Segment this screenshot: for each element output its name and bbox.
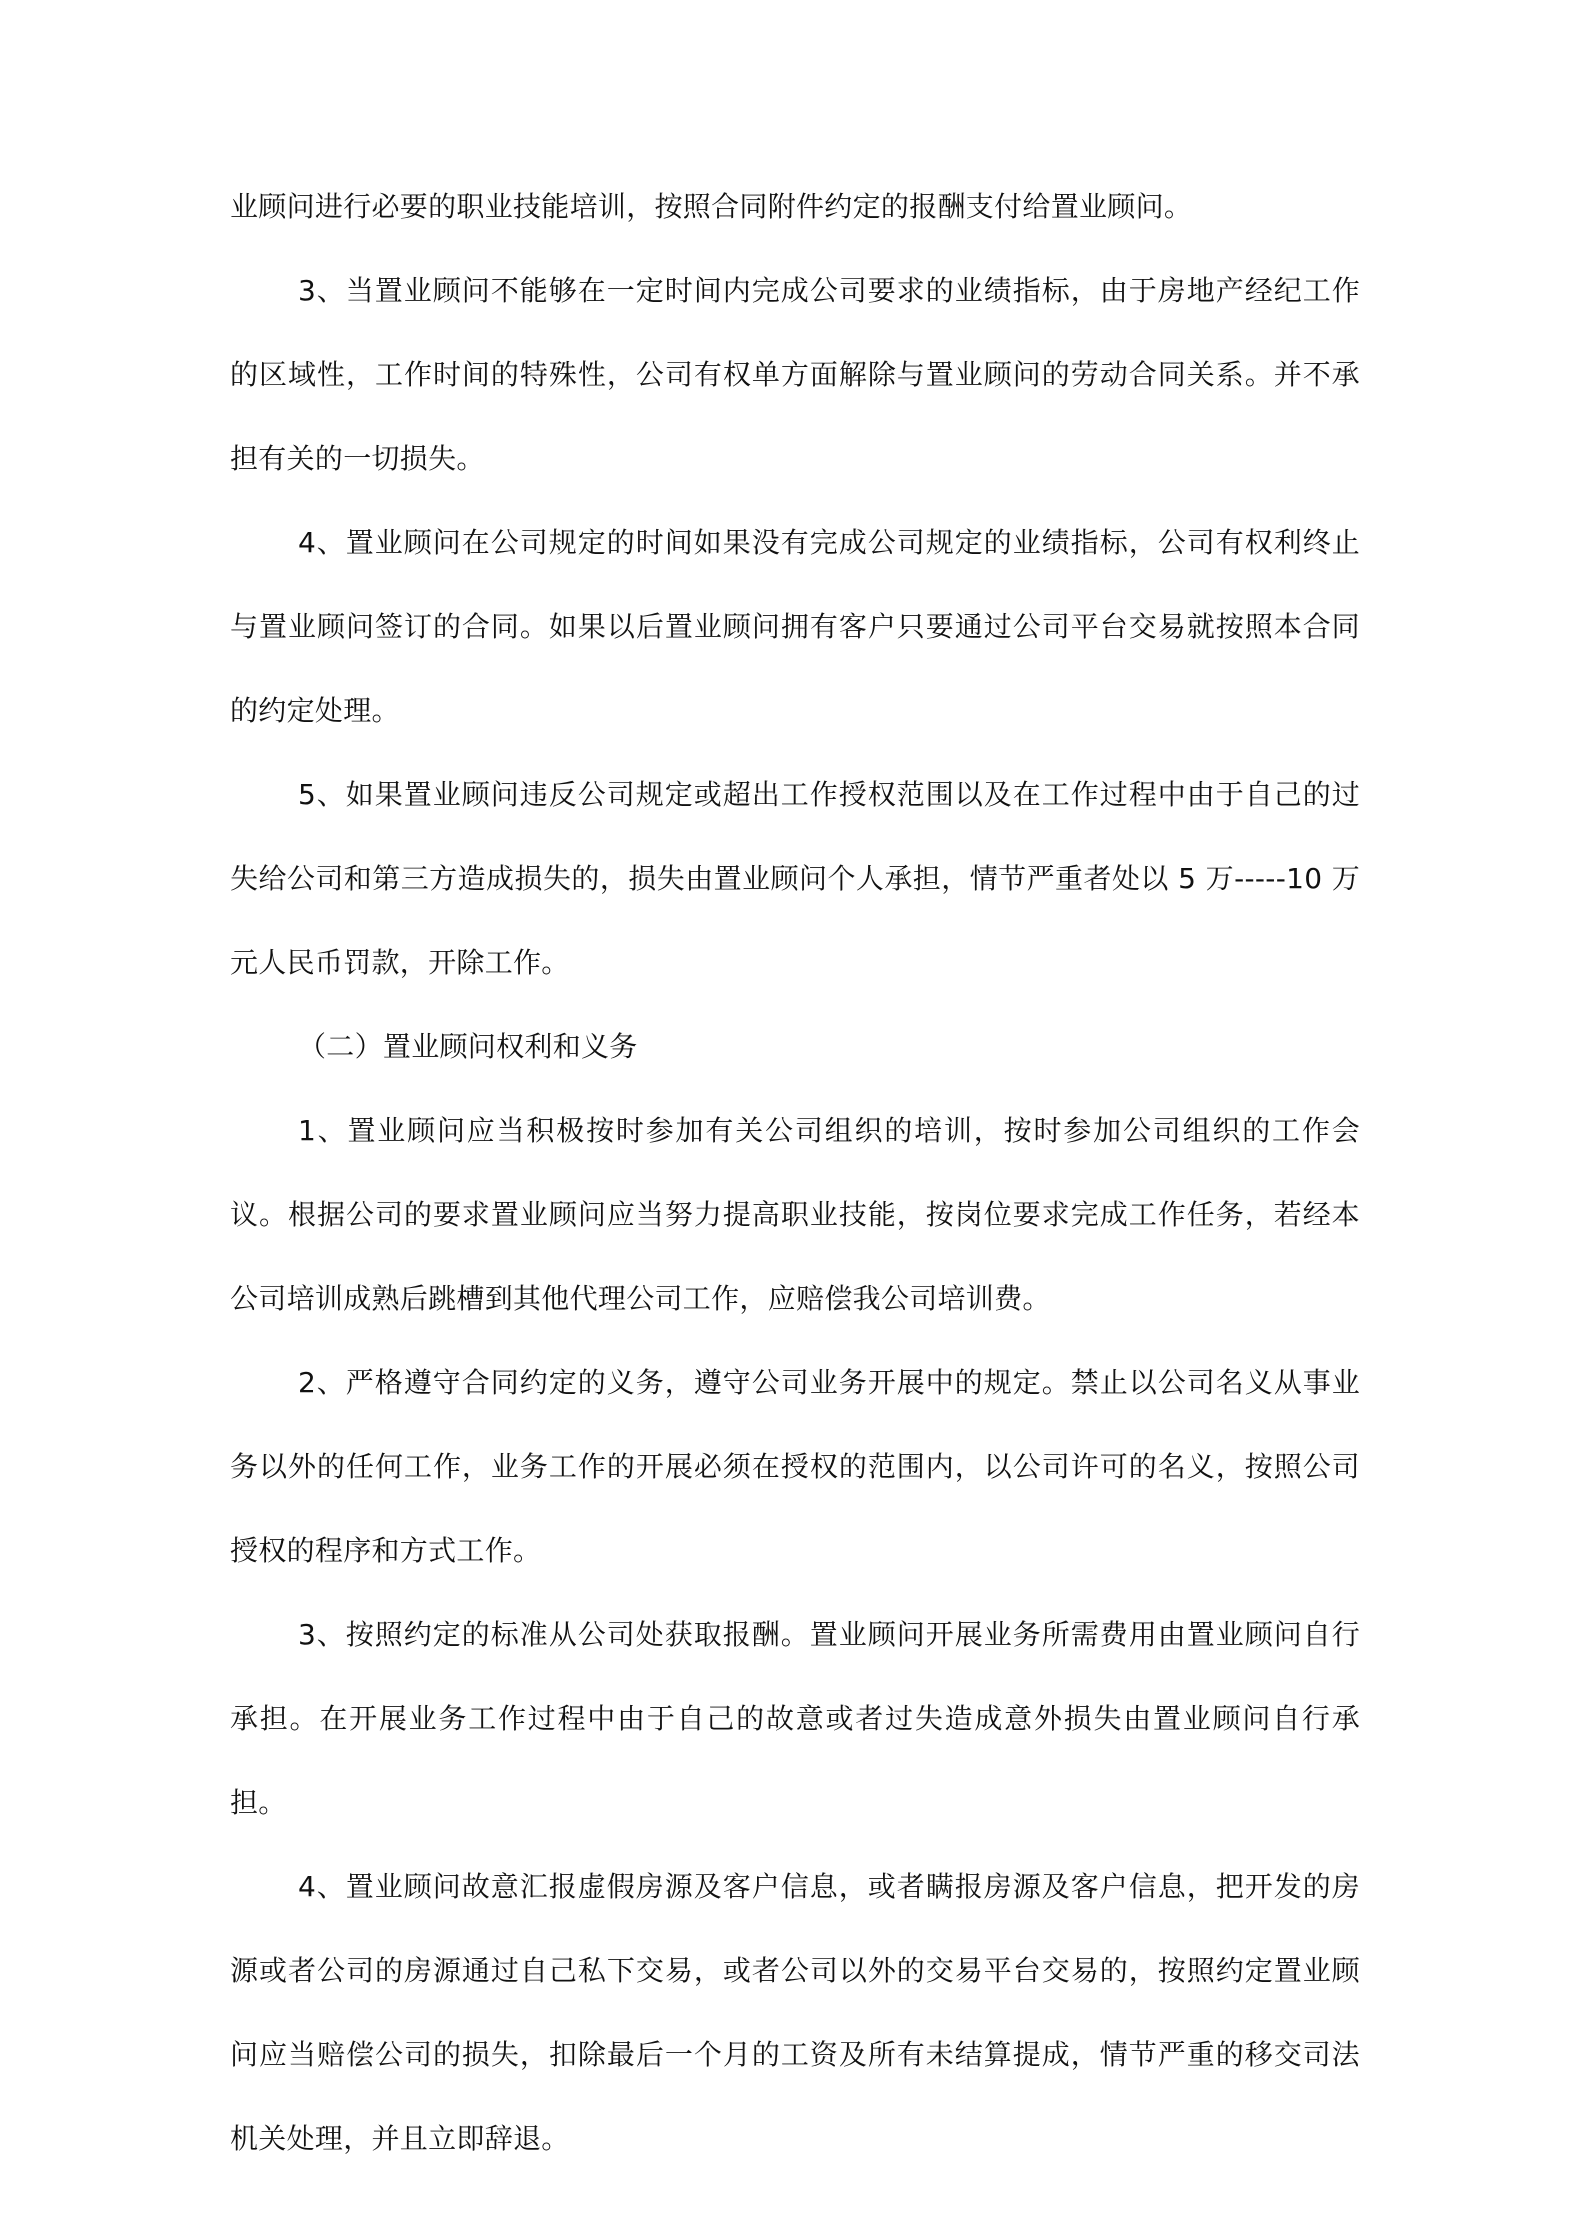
paragraph-clause-4: 4、置业顾问在公司规定的时间如果没有完成公司规定的业绩指标，公司有权利终止与置业顾问签订的合同。如果以后置业顾问拥有客户只要通过公司平台交易就按照本合同的约定处理。 bbox=[230, 526, 1360, 727]
paragraph-obligation-1: 1、置业顾问应当积极按时参加有关公司组织的培训，按时参加公司组织的工作会议。根据公司的要求置业顾问应当努力提高职业技能，按岗位要求完成工作任务，若经本公司培训成熟后跳槽到其他代理公司工作，应赔偿我公司培训费。 bbox=[230, 1114, 1360, 1315]
paragraph-clause-3: 3、当置业顾问不能够在一定时间内完成公司要求的业绩指标，由于房地产经纪工作的区域性，工作时间的特殊性，公司有权单方面解除与置业顾问的劳动合同关系。并不承担有关的一切损失。 bbox=[230, 274, 1360, 475]
document-body bbox=[230, 165, 1360, 2181]
paragraph-obligation-4: 4、置业顾问故意汇报虚假房源及客户信息，或者瞒报房源及客户信息，把开发的房源或者公司的房源通过自己私下交易，或者公司以外的交易平台交易的，按照约定置业顾问应当赔偿公司的损失，扣除最后一个月的工资及所有未结算提成，情节严重的移交司法机关处理，并且立即辞退。 bbox=[230, 1870, 1360, 2155]
paragraph-clause-5: 5、如果置业顾问违反公司规定或超出工作授权范围以及在工作过程中由于自己的过失给公司和第三方造成损失的，损失由置业顾问个人承担，情节严重者处以 5 万-----10 万元人民币罚款，开除工作。 bbox=[230, 778, 1360, 979]
section-heading-rights-obligations: （二）置业顾问权利和义务 bbox=[298, 1030, 638, 1063]
paragraph-obligation-2: 2、严格遵守合同约定的义务，遵守公司业务开展中的规定。禁止以公司名义从事业务以外的任何工作，业务工作的开展必须在授权的范围内，以公司许可的名义，按照公司授权的程序和方式工作。 bbox=[230, 1366, 1360, 1567]
paragraph-obligation-3: 3、按照约定的标准从公司处获取报酬。置业顾问开展业务所需费用由置业顾问自行承担。在开展业务工作过程中由于自己的故意或者过失造成意外损失由置业顾问自行承担。 bbox=[230, 1618, 1360, 1819]
paragraph-continuation: 业顾问进行必要的职业技能培训，按照合同附件约定的报酬支付给置业顾问。 bbox=[230, 190, 1193, 223]
